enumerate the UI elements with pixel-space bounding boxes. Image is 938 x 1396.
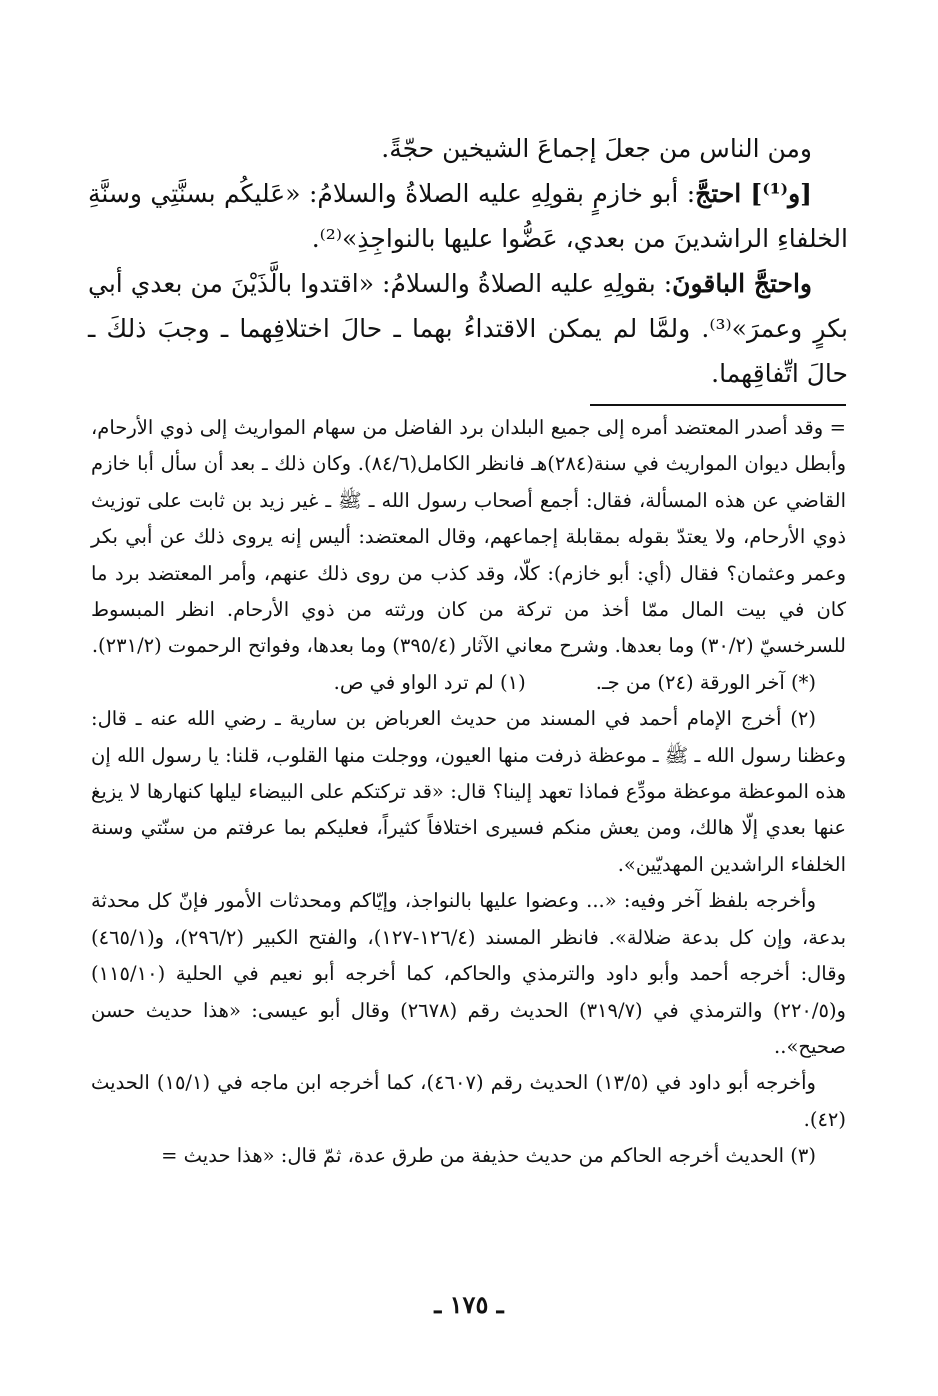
footnote-2: (٢) أخرج الإمام أحمد في المسند من حديث العرباض بن سارية ـ رضي الله عنه ـ قال: وعظنا رسول الله ـ ﷺ ـ موعظة ذرفت منها العيون، ووجلت منها القلوب، قلنا: يا رسول الله إن هذه الموعظة موعظة مودِّع فماذا تعهد إلينا؟ قال: «قد تركتكم على البيضاء ليلها كنهارها لا يزيغ عنها بعدي إلّا هالك، ومن يعش منكم فسيرى اختلافاً كثيراً، فعليكم بما عرفتم من سنّتي وسنة الخلفاء الراشدين المهديّين».: [91, 707, 846, 876]
footnote-2-continued: وأخرجه بلفظ آخر وفيه: «... وعضوا عليها بالنواجذ، وإيّاكم ومحدثات الأمور فإنّ كل محدثة بدعة، وإن كل بدعة ضلالة». فانظر المسند (١٢٦/٤-١٢٧)، والفتح الكبير (٢٩٦/٢)، و(٤٦٥/١) وقال: أخرجه أحمد وأبو داود والترمذي والحاكم، كما أخرجه أبو نعيم في الحلية (١١٥/١٠) و(٢٢٠/٥) والترمذي في (٣١٩/٧) الحديث رقم (٢٦٧٨) وقال أبو عيسى: «هذا حديث حسن صحيح»..: [91, 889, 847, 1058]
footnote-3: (٣) الحديث أخرجه الحاكم من حديث حذيفة من طرق عدة، ثمّ قال: «هذا حديث =: [161, 1144, 816, 1168]
paragraph-2-body: : أبو خازمٍ بقولِهِ عليه الصلاةُ والسلامُ: «عَليكُم بسنَّتِي وسنَّةِ الخلفاءِ الراشدينَ من بعدي، عَضُّوا عليها بالنواجِذِ»⁽²⁾.: [88, 179, 848, 253]
main-paragraph-3: [88, 261, 848, 396]
footnote-2-final: وأخرجه أبو داود في (١٣/٥) الحديث رقم (٤٦٠٧)، كما أخرجه ابن ماجه في (١٥/١) الحديث (٤٢).: [91, 1071, 846, 1131]
footnote-continuation: = وقد أصدر المعتضد أمره إلى جميع البلدان برد الفاضل من سهام المواريث إلى ذوي الأرحام، وأبطل ديوان المواريث في سنة(٢٨٤)هـ فانظر الكامل(٨٤/٦). وكان ذلك ـ بعد أن سأل أبا خازم القاضي عن هذه المسألة، فقال: أجمع أصحاب رسول الله ـ ﷺ ـ غير زيد بن ثابت على توزيث ذوي الأرحام، ولا يعتدّ بقوله بمقابلة إجماعهم، وقال المعتضد: أليس إنه يروى ذلك عن أبي بكر وعمر وعثمان؟ فقال (أي: أبو خازم): كلّا، وقد كذب من روى ذلك عنهم، وأمر المعتضد برد ما كان في بيت المال ممّا أخذ من تركة من كان ورثته من ذوي الأرحام. انظر المبسوط للسرخسيّ (٣٠/٢) وما بعدها. وشرح معاني الآثار (٣٩٥/٤) وما بعدها، وفواتح الرحموت (٢٣١/٢).: [91, 416, 847, 658]
paragraph-2-lead: [و⁽¹⁾] احتجَّ: [695, 179, 813, 208]
page-number: ـ ١٧٥ ـ: [434, 1290, 504, 1319]
footnote-1: (١) لم ترد الواو في ص.: [333, 670, 526, 694]
footnote-star: (*) آخر الورقة (٢٤) من جـ.: [595, 670, 816, 694]
footnote-separator: [590, 404, 846, 406]
footnote-marks-row: [91, 665, 846, 701]
footnotes: [91, 410, 846, 1175]
main-text: [88, 126, 848, 396]
main-paragraph-1: ومن الناس من جعلَ إجماعَ الشيخين حجّةً.: [381, 134, 812, 163]
paragraph-3-body: : بقولِهِ عليه الصلاةُ والسلامُ: «اقتدوا بالَّذَيْنَ من بعدي أبي بكرٍ وعمرَ»⁽³⁾. ولمَّا لم يمكن الاقتداءُ بهما ـ حالَ اختلافِهما ـ وجبَ ذلكَ ـ حالَ اتِّفاقِهما.: [88, 269, 848, 388]
paragraph-3-lead: واحتجَّ الباقونَ: [672, 269, 812, 298]
main-paragraph-2: [88, 171, 848, 261]
